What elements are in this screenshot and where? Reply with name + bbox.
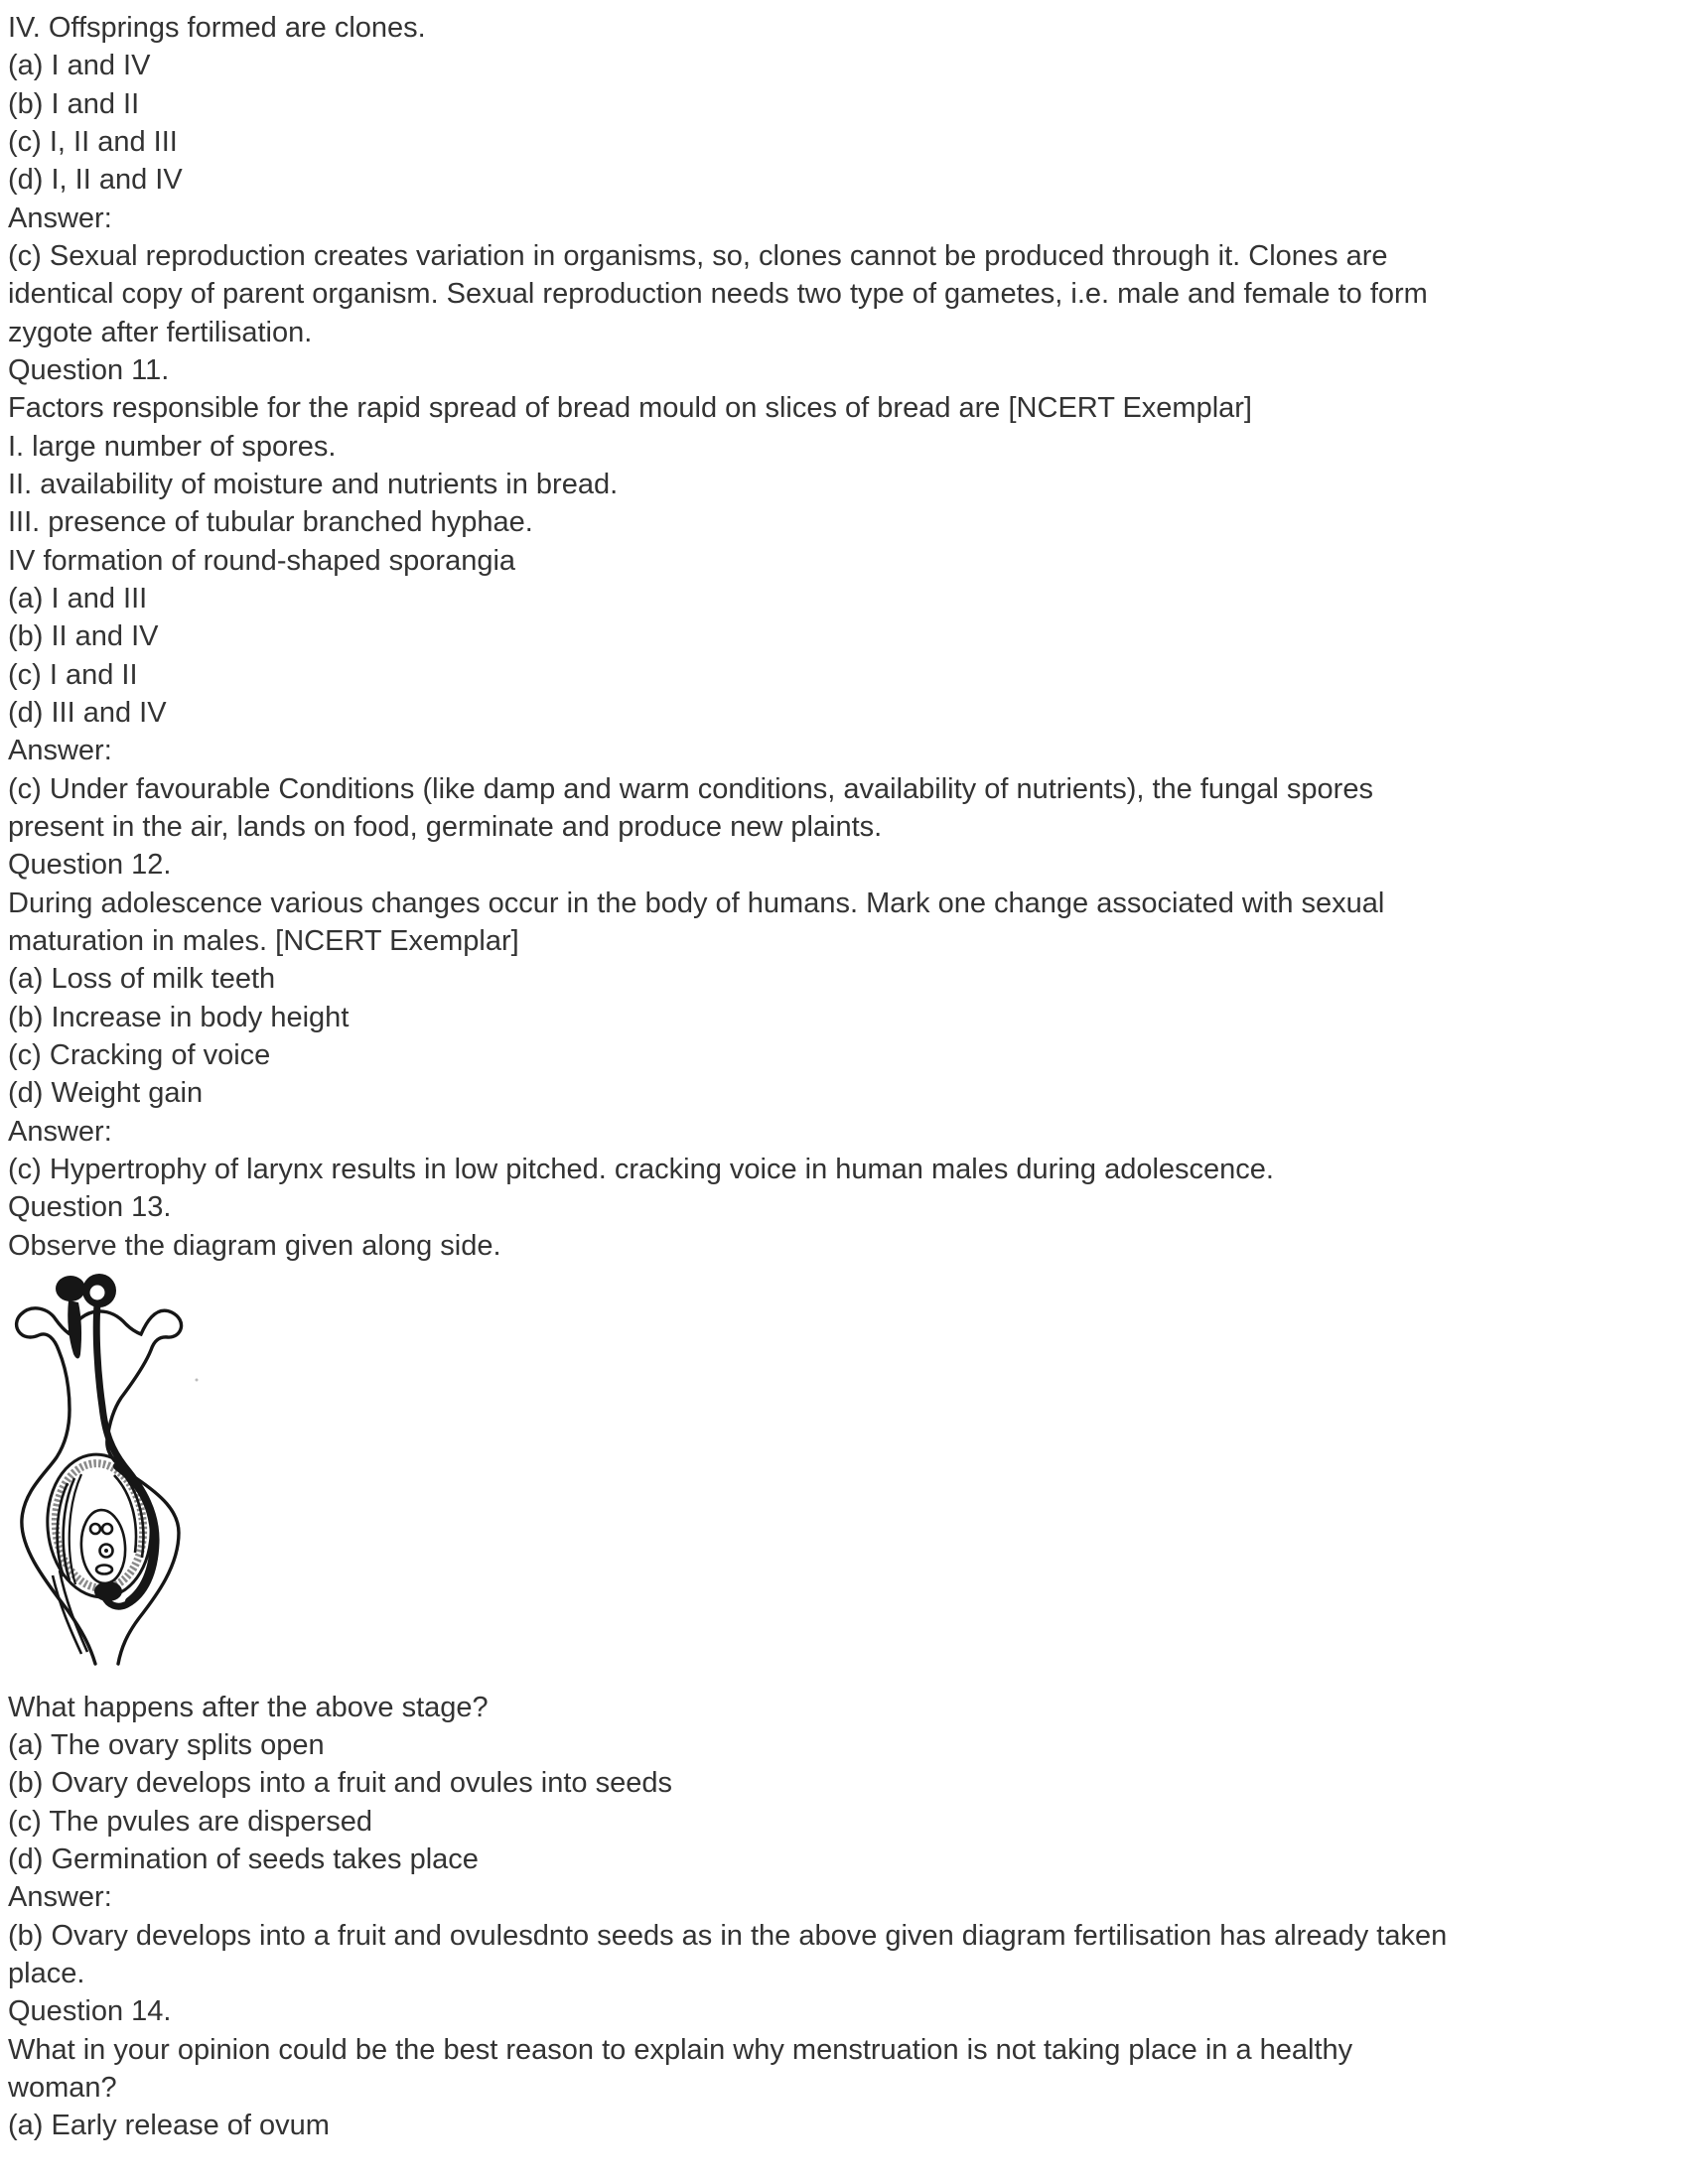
pistil-fertilisation-diagram [8, 1273, 1680, 1668]
text-line: identical copy of parent organism. Sexual reproduction needs two type of gametes, i.e. male and female to form [8, 278, 1428, 311]
text-line: IV formation of round-shaped sporangia [8, 544, 516, 577]
text-line: present in the air, lands on food, germinate and produce new plaints. [8, 810, 883, 843]
text-line: What in your opinion could be the best reason to explain why menstruation is not taking place in a healthy [8, 2033, 1353, 2066]
text-line: (b) Ovary develops into a fruit and ovulesdnto seeds as in the above given diagram fertilisation has already taken [8, 1919, 1448, 1952]
text-line: (d) Weight gain [8, 1077, 204, 1110]
text-line: (b) Increase in body height [8, 1001, 350, 1033]
text-line: (a) Early release of ovum [8, 2110, 330, 2142]
text-line: (c) I and II [8, 658, 138, 691]
text-line: (c) Under favourable Conditions (like damp and warm conditions, availability of nutrients), the fungal spores [8, 772, 1373, 805]
text-line: (c) I, II and III [8, 125, 178, 158]
text-line: Factors responsible for the rapid spread of bread mould on slices of bread are [NCERT Exemplar] [8, 392, 1252, 425]
text-line: (a) I and IV [8, 50, 151, 82]
text-line: (a) I and III [8, 582, 148, 614]
text-line: (b) I and II [8, 87, 140, 120]
text-line: (d) III and IV [8, 696, 167, 729]
pollen-tube-short [68, 1300, 81, 1359]
text-line: Question 12. [8, 849, 172, 882]
text-line: (b) II and IV [8, 620, 159, 653]
text-line: During adolescence various changes occur in the body of humans. Mark one change associated with sexual [8, 887, 1385, 919]
text-line: (d) Germination of seeds takes place [8, 1843, 479, 1876]
text-line: (d) I, II and IV [8, 164, 183, 197]
text-block-top [8, 9, 1680, 1265]
text-line: Question 11. [8, 353, 170, 386]
text-line: zygote after fertilisation. [8, 316, 313, 348]
sac-egg-nucleus [104, 1549, 108, 1553]
text-line: Observe the diagram given along side. [8, 1229, 501, 1262]
text-line: (a) The ovary splits open [8, 1729, 325, 1762]
text-line: (c) Cracking of voice [8, 1038, 271, 1071]
pollen-grain-left [56, 1276, 85, 1301]
text-line: Answer: [8, 1115, 112, 1148]
text-line: What happens after the above stage? [8, 1691, 489, 1723]
micropyle-dark-mass [94, 1581, 122, 1601]
text-line: woman? [8, 2072, 117, 2105]
text-line: (c) The pvules are dispersed [8, 1805, 372, 1838]
pollen-grain-right-core [90, 1285, 105, 1299]
text-line: maturation in males. [NCERT Exemplar] [8, 924, 519, 957]
text-line: I. large number of spores. [8, 430, 337, 463]
text-line: (a) Loss of milk teeth [8, 963, 276, 996]
integument-arc-left-3 [70, 1474, 81, 1584]
text-line: Question 13. [8, 1191, 172, 1224]
text-line: III. presence of tubular branched hyphae. [8, 506, 533, 539]
text-line: Answer: [8, 735, 112, 767]
text-line: place. [8, 1958, 85, 1990]
text-line: Answer: [8, 1881, 112, 1914]
text-block-bottom [8, 1689, 1680, 2145]
text-line: (c) Sexual reproduction creates variation in organisms, so, clones cannot be produced through it. Clones are [8, 239, 1388, 272]
text-line: Answer: [8, 202, 112, 234]
text-line: Question 14. [8, 1995, 172, 2028]
pistil-diagram-svg [8, 1273, 207, 1668]
speck-artifact [196, 1378, 199, 1381]
text-line: IV. Offsprings formed are clones. [8, 12, 426, 44]
text-line: (b) Ovary develops into a fruit and ovules into seeds [8, 1767, 672, 1800]
text-line: (c) Hypertrophy of larynx results in low pitched. cracking voice in human males during adolescence. [8, 1153, 1274, 1185]
text-line: II. availability of moisture and nutrients in bread. [8, 468, 619, 500]
